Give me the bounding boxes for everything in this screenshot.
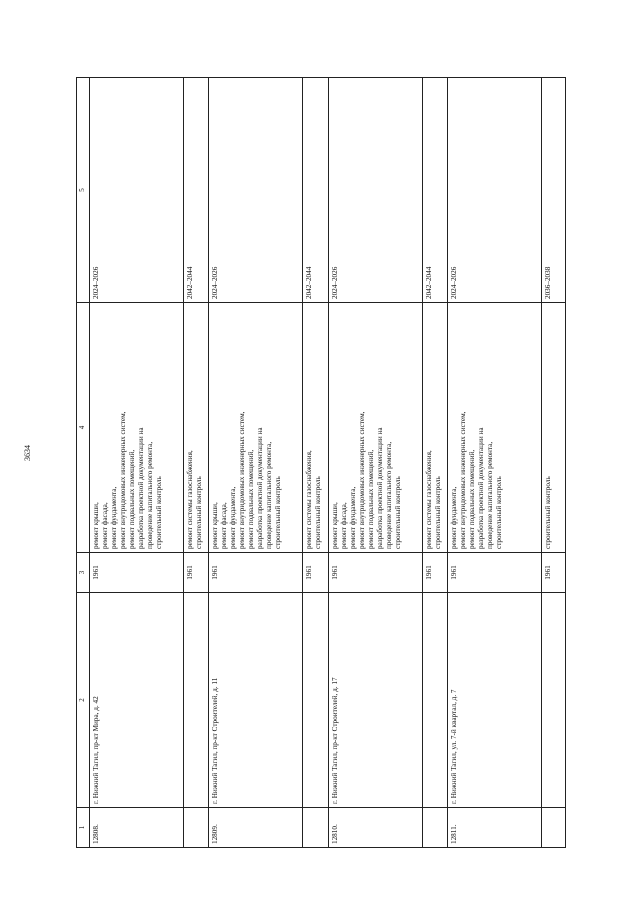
work-item: строительный контроль: [393, 476, 402, 549]
row-works: [447, 303, 541, 553]
work-item: ремонт фундамента,: [229, 486, 238, 549]
work-item: строительный контроль: [314, 476, 323, 549]
row-number: [303, 808, 328, 848]
row-works: [541, 303, 565, 553]
header-col-4: 4: [77, 303, 90, 553]
row-number: [184, 808, 209, 848]
row-year: 1961: [303, 553, 328, 593]
row-number: [541, 808, 565, 848]
row-year: 1961: [447, 553, 541, 593]
row-address: [422, 593, 447, 808]
work-item: проведение капитального ремонта,: [146, 441, 154, 549]
table-row: [328, 78, 422, 848]
work-item: проведение капитального ремонта,: [265, 441, 274, 549]
row-number: 12809.: [209, 808, 303, 848]
row-works: [422, 303, 447, 553]
row-period: 2024–2026: [328, 78, 422, 303]
table-row: [90, 78, 184, 848]
work-item: ремонт фасада,: [339, 502, 348, 549]
work-item: разработка проектной документации на: [476, 427, 485, 549]
work-item: ремонт фасада,: [101, 502, 109, 549]
work-item: разработка проектной документации на: [256, 427, 265, 549]
row-number: 12808.: [90, 808, 184, 848]
header-col-2: 2: [77, 593, 90, 808]
work-item: строительный контроль: [543, 476, 552, 549]
row-address: г. Нижний Тагил, пр-кт Мира, д. 42: [90, 593, 184, 808]
row-works: [209, 303, 303, 553]
table-row: [447, 78, 541, 848]
row-year: 1961: [209, 553, 303, 593]
work-item: строительный контроль: [494, 476, 503, 549]
work-item: ремонт крыши,: [211, 502, 220, 549]
row-address: г. Нижний Тагил, пр-кт Строителей, д. 17: [328, 593, 422, 808]
work-item: ремонт фундамента,: [449, 486, 458, 549]
table-row: [303, 78, 328, 848]
header-col-1: 1: [77, 808, 90, 848]
header-col-5: 5: [77, 78, 90, 303]
work-item: ремонт фасада,: [220, 502, 229, 549]
row-period: 2042–2044: [184, 78, 209, 303]
table-row: [422, 78, 447, 848]
work-item: ремонт внутридомовых инженерных систем,: [238, 411, 247, 549]
row-number: 12810.: [328, 808, 422, 848]
work-item: ремонт подвальных помещений,: [128, 449, 136, 549]
work-item: ремонт крыши,: [92, 502, 100, 549]
capital-repair-table-wrapper: [76, 78, 566, 848]
row-period: 2024–2026: [447, 78, 541, 303]
row-period: 2042–2044: [303, 78, 328, 303]
row-period: 2042–2044: [422, 78, 447, 303]
row-period: 2024–2026: [90, 78, 184, 303]
capital-repair-table: [76, 77, 566, 848]
row-works: [303, 303, 328, 553]
row-number: [422, 808, 447, 848]
row-address: [303, 593, 328, 808]
row-address: [541, 593, 565, 808]
row-works: [184, 303, 209, 553]
header-row: [77, 78, 90, 848]
work-item: ремонт системы газоснабжения,: [186, 450, 195, 549]
work-item: проведение капитального ремонта,: [384, 441, 393, 549]
row-number: 12811.: [447, 808, 541, 848]
table-row: [209, 78, 303, 848]
work-item: ремонт внутридомовых инженерных систем,: [458, 411, 467, 549]
work-item: ремонт внутридомовых инженерных систем,: [357, 411, 366, 549]
row-address: [184, 593, 209, 808]
row-year: 1961: [541, 553, 565, 593]
header-col-3: 3: [77, 553, 90, 593]
table-row: [184, 78, 209, 848]
page-number: 3634: [23, 445, 32, 461]
work-item: ремонт подвальных помещений,: [247, 449, 256, 549]
table-body: [90, 78, 566, 848]
work-item: проведение капитального ремонта,: [485, 441, 494, 549]
work-item: ремонт системы газоснабжения,: [424, 450, 433, 549]
work-item: разработка проектной документации на: [375, 427, 384, 549]
work-item: строительный контроль: [195, 476, 204, 549]
row-year: 1961: [328, 553, 422, 593]
work-item: ремонт фундамента,: [348, 486, 357, 549]
work-item: разработка проектной документации на: [137, 427, 145, 549]
work-item: ремонт подвальных помещений,: [467, 449, 476, 549]
row-period: 2036–2038: [541, 78, 565, 303]
work-item: строительный контроль: [433, 476, 442, 549]
work-item: строительный контроль: [274, 476, 283, 549]
work-item: ремонт системы газоснабжения,: [305, 450, 314, 549]
work-item: ремонт подвальных помещений,: [366, 449, 375, 549]
row-year: 1961: [184, 553, 209, 593]
row-address: г. Нижний Тагил, ул. 7-й квартал, д. 7: [447, 593, 541, 808]
row-address: г. Нижний Тагил, пр-кт Строителей, д. 11: [209, 593, 303, 808]
work-item: строительный контроль: [155, 476, 163, 549]
row-year: 1961: [422, 553, 447, 593]
row-period: 2024–2026: [209, 78, 303, 303]
row-works: [328, 303, 422, 553]
row-year: 1961: [90, 553, 184, 593]
work-item: ремонт крыши,: [330, 502, 339, 549]
row-works: [90, 303, 184, 553]
work-item: ремонт внутридомовых инженерных систем,: [119, 411, 127, 549]
work-item: ремонт фундамента,: [110, 486, 118, 549]
table-row: [541, 78, 565, 848]
